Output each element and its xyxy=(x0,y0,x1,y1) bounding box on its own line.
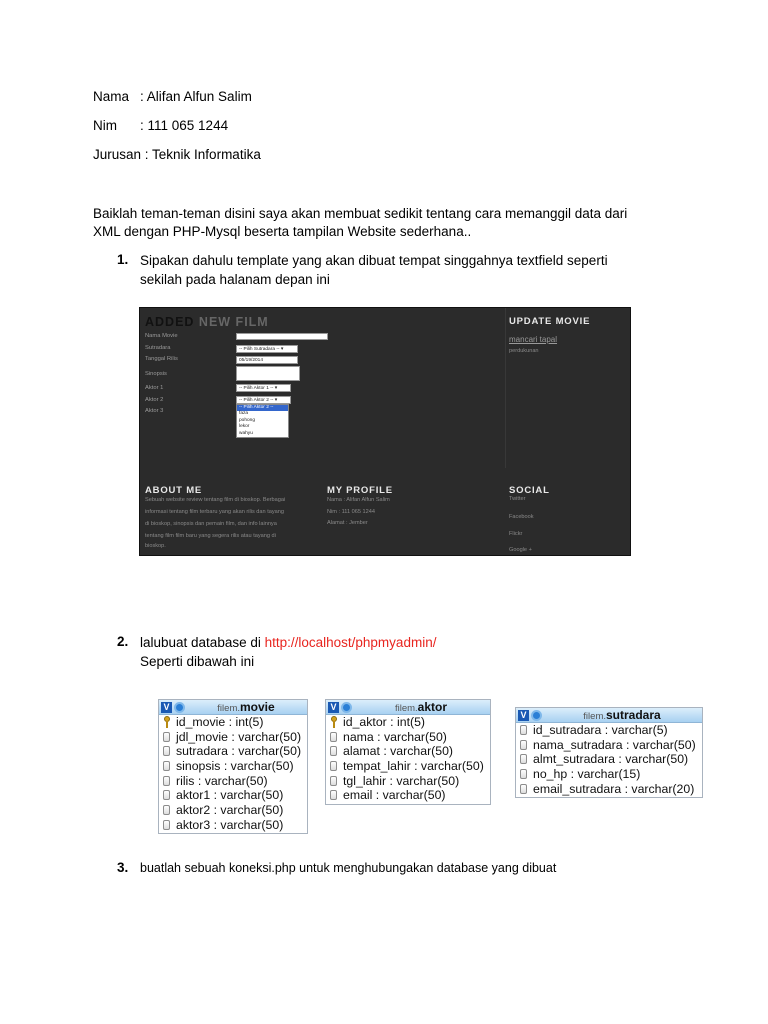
column-icon xyxy=(163,746,170,756)
intro-line-1: Baiklah teman-teman disini saya akan membuat sedikit tentang cara memanggil data dari xyxy=(93,206,628,221)
column-icon xyxy=(163,805,170,815)
column-icon xyxy=(330,732,337,742)
field-label-aktor-3: Aktor 3 xyxy=(145,408,164,414)
gear-icon[interactable] xyxy=(341,702,352,713)
social-link-facebook[interactable]: Facebook xyxy=(509,514,534,520)
sutradara-select[interactable]: -- Pilih Sutradara -- ▾ xyxy=(236,345,298,353)
step-3-line-1: buatlah sebuah koneksi.php untuk menghubungakan database yang dibuat xyxy=(140,861,557,875)
column-icon xyxy=(163,761,170,771)
table-field-row: tempat_lahir : varchar(50) xyxy=(326,759,490,774)
about-line: Sebuah website review tentang film di bioskop. Berbagai xyxy=(145,497,286,503)
primary-key-icon xyxy=(330,716,338,728)
table-field-row: id_sutradara : varchar(5) xyxy=(516,723,702,738)
table-field-row: tgl_lahir : varchar(50) xyxy=(326,774,490,789)
nim-label: Nim xyxy=(93,118,117,133)
table-field-row: aktor2 : varchar(50) xyxy=(159,803,307,818)
social-link-flickr[interactable]: Flickr xyxy=(509,531,523,537)
site-divider xyxy=(505,308,506,468)
table-field-row: email_sutradara : varchar(20) xyxy=(516,782,702,797)
table-title: filem.aktor xyxy=(394,700,448,714)
table-field-row: jdl_movie : varchar(50) xyxy=(159,730,307,745)
about-line: informasi tentang film terbaru yang akan rilis dan tayang xyxy=(145,509,284,515)
field-label-tanggal: Tanggal Rilis xyxy=(145,356,178,362)
nama-value: : Alifan Alfun Salim xyxy=(140,89,252,104)
mancari-tapal-link[interactable]: mancari tapal xyxy=(509,335,558,344)
profile-line: Alamat : Jember xyxy=(327,520,368,526)
step-1-number: 1. xyxy=(117,252,129,267)
primary-key-icon xyxy=(163,716,171,728)
about-line: di bioskop, sinopsis dan pemain film, dan info lainnya xyxy=(145,521,277,527)
column-icon xyxy=(330,790,337,800)
step-2-line-1 xyxy=(140,634,436,652)
table-field-row: aktor1 : varchar(50) xyxy=(159,788,307,803)
site-title-new: NEW FILM xyxy=(194,315,269,329)
step-1-line-2: sekilah pada halanam depan ini xyxy=(140,272,330,287)
field-label-sutradara: Sutradara xyxy=(145,345,171,351)
column-icon xyxy=(163,790,170,800)
nama-movie-input[interactable] xyxy=(236,333,328,340)
column-icon xyxy=(163,776,170,786)
step-3-number: 3. xyxy=(117,860,129,875)
v-checkbox-icon[interactable]: V xyxy=(518,710,529,721)
aktor-1-select[interactable]: -- Pilih Aktor 1 -- ▾ xyxy=(236,384,291,392)
step-2-text: lalubuat database di xyxy=(140,635,265,650)
field-label-aktor-1: Aktor 1 xyxy=(145,385,164,391)
dropdown-option[interactable]: lekor xyxy=(239,424,250,430)
column-icon xyxy=(520,740,527,750)
tanggal-rilis-input[interactable]: 05/19/2014 xyxy=(236,356,298,364)
nama-line xyxy=(93,88,252,106)
table-header xyxy=(516,708,702,723)
perdukunan-text: perdukunan xyxy=(509,348,539,354)
table-field-row: id_aktor : int(5) xyxy=(326,715,490,730)
profile-line: Nim : 111 065 1244 xyxy=(327,509,375,515)
dropdown-option[interactable]: pohong xyxy=(239,417,256,423)
nim-line xyxy=(93,117,228,135)
nim-value: : 111 065 1244 xyxy=(140,118,229,133)
gear-icon[interactable] xyxy=(531,710,542,721)
site-title: ADDED NEW FILM xyxy=(145,315,269,329)
field-label-sinopsis: Sinopsis xyxy=(145,371,167,377)
dropdown-option[interactable]: faza xyxy=(239,411,249,417)
step-1-line-1: Sipakan dahulu template yang akan dibuat tempat singgahnya textfield seperti xyxy=(140,253,608,268)
dropdown-option[interactable]: wahyu xyxy=(239,430,253,436)
social-link-google[interactable]: Google + xyxy=(509,547,532,553)
aktor-2-select[interactable]: -- Pilih Aktor 2 -- ▾ xyxy=(236,396,291,404)
table-field-row: sutradara : varchar(50) xyxy=(159,744,307,759)
table-sutradara xyxy=(515,707,703,798)
table-header xyxy=(159,700,307,715)
column-icon xyxy=(163,732,170,742)
gear-icon[interactable] xyxy=(174,702,185,713)
website-screenshot xyxy=(139,307,631,556)
field-label-aktor-2: Aktor 2 xyxy=(145,397,164,403)
sinopsis-textarea[interactable] xyxy=(236,366,300,381)
step-2-line-2: Seperti dibawah ini xyxy=(140,654,255,669)
column-icon xyxy=(520,754,527,764)
table-field-row: id_movie : int(5) xyxy=(159,715,307,730)
social-link-twitter[interactable]: Twitter xyxy=(509,496,526,502)
about-line: tentang film film baru yang segera rilis atau tayang di xyxy=(145,533,276,539)
table-field-row: sinopsis : varchar(50) xyxy=(159,759,307,774)
step-2-number: 2. xyxy=(117,634,129,649)
intro-line-2: XML dengan PHP-Mysql beserta tampilan Website sederhana.. xyxy=(93,224,472,239)
aktor-2-dropdown-list[interactable] xyxy=(236,404,289,438)
field-label-nama-movie: Nama Movie xyxy=(145,333,178,339)
column-icon xyxy=(330,761,337,771)
jurusan-line: Jurusan : Teknik Informatika xyxy=(93,147,261,162)
table-field-row: nama : varchar(50) xyxy=(326,730,490,745)
update-movie-heading: UPDATE MOVIE xyxy=(509,316,591,327)
v-checkbox-icon[interactable]: V xyxy=(328,702,339,713)
phpmyadmin-link[interactable]: http://localhost/phpmyadmin/ xyxy=(264,635,437,650)
column-icon xyxy=(163,820,170,830)
column-icon xyxy=(520,725,527,735)
column-icon xyxy=(520,784,527,794)
profile-line: Nama : Alifan Alfun Salim xyxy=(327,497,390,503)
table-title: filem.sutradara xyxy=(583,708,661,722)
table-field-row: alamat : varchar(50) xyxy=(326,744,490,759)
v-checkbox-icon[interactable]: V xyxy=(161,702,172,713)
table-title: filem.movie xyxy=(217,700,275,714)
dropdown-option[interactable]: -- Pilih Aktor 2 -- xyxy=(237,405,288,411)
my-profile-heading: MY PROFILE xyxy=(327,485,393,496)
table-field-row: no_hp : varchar(15) xyxy=(516,767,702,782)
column-icon xyxy=(520,769,527,779)
table-aktor xyxy=(325,699,491,805)
table-movie xyxy=(158,699,308,834)
about-line: bioskop. xyxy=(145,543,166,549)
table-field-row: email : varchar(50) xyxy=(326,788,490,803)
table-field-row: almt_sutradara : varchar(50) xyxy=(516,752,702,767)
about-me-heading: ABOUT ME xyxy=(145,485,203,496)
column-icon xyxy=(330,746,337,756)
nama-label: Nama xyxy=(93,89,130,104)
table-field-row: aktor3 : varchar(50) xyxy=(159,818,307,833)
table-header xyxy=(326,700,490,715)
column-icon xyxy=(330,776,337,786)
social-heading: SOCIAL xyxy=(509,485,550,496)
table-field-row: nama_sutradara : varchar(50) xyxy=(516,738,702,753)
table-field-row: rilis : varchar(50) xyxy=(159,774,307,789)
